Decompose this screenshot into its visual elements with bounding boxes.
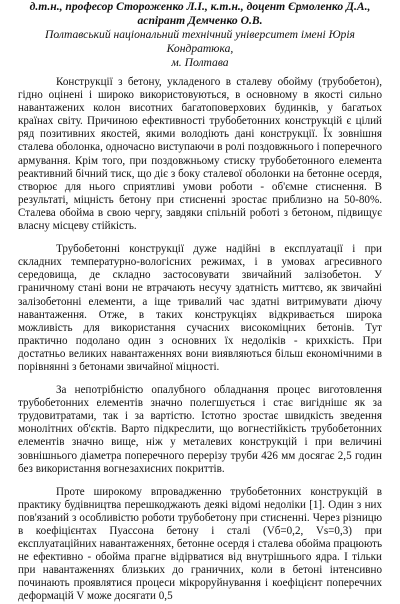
institution-name: Полтавський національний технічний університет імені Юрія Кондратюка, [45, 28, 355, 55]
authors-line-1: д.т.н., професор Стороженко Л.І., к.т.н., доцент Єрмоленко Д.А., [29, 0, 371, 13]
paragraph-1: Конструкції з бетону, укладеного в сталеву обойму (трубобетон), гідно оцінені і широко використовуються, в основному в якості сильно навантажених колон висотних багатоповерхових будинків, у багатьох країнах світу. Причиною ефективності трубобетонних конструкцій є цілий ряд позитивних якостей, якими володіють дані конструкції. Їх зовнішня сталева оболонка, одночасно виступаючи в ролі поздовжнього і поперечного армування. Крім того, при поздовжньому стиску трубобетонного елемента реактивний бічний тиск, що діє з боку сталевої оболонки на бетонне осердя, створює для нього сприятливі умови роботи - об'ємне стиснення. В результаті, міцність бетону при стисненні зростає приблизно на 50-80%. Сталева обойма в свою чергу, завдяки спільній роботі з бетоном, підвищує власну місцеву стійкість. [18, 76, 382, 233]
paragraph-3: За непотрібністю опалубного обладнання процес виготовлення трубобетонних елементів значно полегшується і стає вигіднішє як за трудовитратами, так і за вартістю. Істотно зростає швидкість зведення монолітних об'єктів. Варто підкреслити, що вогнестійкість трубобетонних елементів значно вище, ніж у металевих конструкцій і при величині зовнішнього діаметра поперечного перерізу труби 426 мм досягає 2,5 годин без використання вогнезахисних покриттів. [18, 384, 382, 475]
authors-line-2: аспірант Демченко О.В. [137, 14, 263, 27]
paragraph-2: Трубобетонні конструкції дуже надійні в експлуатації і при складних температурно-вологісних режимах, і в умовах агресивного середовища, де складно застосовувати звичайний залізобетон. У граничному стані вони не втрачають несучу здатність миттєво, як звичайні залізобетонні елементи, а іще тривалий час здатні витримувати діючу навантаження. Отже, в таких конструкціях відкривається широка можливість для використання сучасних високоміцних бетонів. Тут практично подолано один з основних їх недоліків - крихкість. При достатньо великих навантаженнях вони виявляються більш економічними в порівнянні з бетонами звичайної міцності. [18, 243, 382, 373]
affiliation-block [18, 28, 382, 70]
body-text [18, 76, 382, 604]
city-name: м. Полтава [171, 56, 229, 69]
paragraph-4: Проте широкому впровадженню трубобетонних конструкцій в практику будівництва перешкоджають деякі відомі недоліки [1]. Один з них пов'язаний з особливістю роботи трубобетону при стисненні. Через різницю в коефіцієнтах Пуассона бетону і сталі (Vб=0,2, Vs=0,3) при експлуатаційних навантаженнях, бетонне осердя і сталева обойма працюють не ефективно - обойма прагне відірватися від внутрішнього ядра. І тільки при навантаженнях близьких до граничних, коли в бетоні інтенсивно починають проявлятися процеси мікроруйнування і коефіцієнт поперечних деформацій V може досягати 0,5 [18, 485, 382, 603]
authors-block [18, 0, 382, 28]
